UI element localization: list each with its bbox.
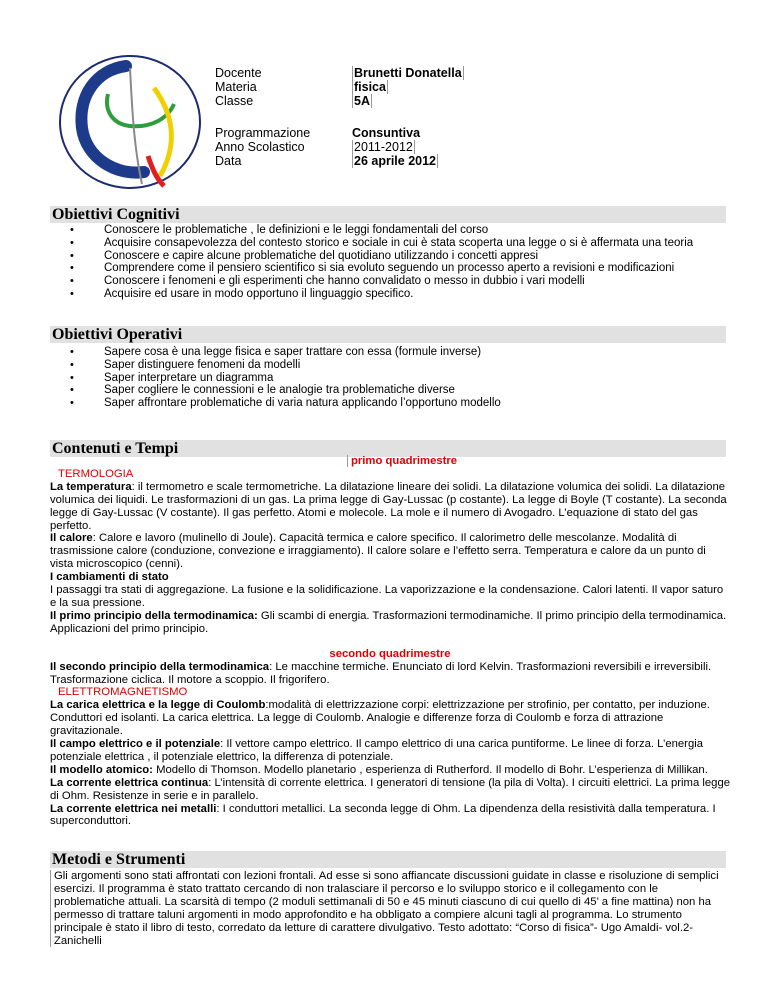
section-title-contenuti: Contenuti e Tempi: [50, 440, 726, 457]
label-docente: Docente: [215, 66, 262, 80]
list-item: • Acquisire ed usare in modo opportuno il linguaggio specifico.: [70, 288, 693, 301]
temperatura-text: : il termometro e scale termometriche. La dilatazione lineare dei solidi. La dilatazione volumica dei solidi. La dilatazione volumica dei liquidi. Le trasformazioni di un gas. La prima legge di Gay-Lussac (p costante). La legge di Boyle (T costante). La seconda legge di Gay-Lussac (V costante). Il gas perfetto. Atomi e molecole. La mole e il numero di Avogadro. L’equazione di stato del gas perfetto.: [50, 480, 727, 532]
value-anno: 2011-2012: [354, 140, 413, 154]
value-classe: 5A: [354, 94, 370, 108]
primo-principio-heading: Il primo principio della termodinamica:: [50, 609, 258, 622]
school-logo: [56, 48, 204, 196]
section-title-cognitivi: Obiettivi Cognitivi: [50, 206, 726, 223]
corrente-text: : L’intensità di corrente elettrica. I generatori di tensione (la pila di Volta). I circuiti elettrici. La prima legge di Ohm. Resistenze in serie e in parallelo.: [50, 776, 731, 802]
list-item: • Conoscere i fenomeni e gli esperimenti che hanno convalidato o messo in dubbio i vari modelli: [70, 275, 693, 288]
list-item: • Saper interpretare un diagramma: [70, 372, 501, 385]
primo-principio-text: Gli scambi di energia. Trasformazioni termodinamiche. Il primo principio della termodinamica. Applicazioni del primo principio.: [50, 609, 727, 635]
secondo-principio-heading: Il secondo principio della termodinamica: [50, 660, 270, 673]
stato-text: I passaggi tra stati di aggregazione. La fusione e la solidificazione. La vaporizzazione e la condensazione. Calori latenti. Il vapor saturo e la sua pressione.: [50, 584, 724, 609]
value-materia: fisica: [354, 80, 386, 94]
list-item: • Saper distinguere fenomeni da modelli: [70, 359, 501, 372]
value-programmazione: Consuntiva: [352, 126, 421, 140]
calore-heading: Il calore: [50, 532, 93, 545]
stato-heading: I cambiamenti di stato: [50, 571, 169, 584]
contenuti-body: [50, 455, 730, 828]
header-values: [352, 66, 464, 168]
label-programmazione: Programmazione: [215, 126, 311, 140]
carica-text: :modalità di elettrizzazione corpi: elettrizzazione per strofinio, per contatto, per induzione. Conduttori ed isolanti. La carica elettrica. La legge di Coulomb. Analogie e differenze forza di Coulomb e forza di attrazione gravitazionale.: [50, 699, 710, 738]
metodi-text: Gli argomenti sono stati affrontati con lezioni frontali. Ad esse si sono affiancate discussioni guidate in classe e risoluzione di semplici esercizi. Il programma è stato trattato cercando di non tralasciare il percorso e lo sviluppo storico e il collegamento con le problematiche attuali. La scarsità di tempo (2 moduli settimanali di 50 e 45 minuti ciascuno di cui quello di 45’ a fine mattina) non ha permesso di trattare taluni argomenti in modo approfondito e ha obbligato a compiere alcuni tagli al programma. Lo strumento principale è stato il libro di testo, corredato da letture di carattere divulgativo. Testo adottato: “Corso di fisica”- Ugo Amaldi- vol.2-Zanichelli: [50, 870, 730, 947]
campo-text: : Il vettore campo elettrico. Il campo elettrico di una carica puntiforme. Le linee di forza. L’energia potenziale elettrica , il potenziale elettrico, la differenza di potenziale.: [50, 738, 704, 763]
metodi-body: [50, 870, 730, 947]
list-item: • Conoscere le problematiche , le definizioni e le leggi fondamentali del corso: [70, 224, 693, 237]
metalli-heading: La corrente elettrica nei metalli: [50, 802, 217, 815]
calore-text: : Calore e lavoro (mulinello di Joule). Capacità termica e calore specifico. Il calorimetro delle mescolanze. Modalità di trasmissione calore (conduzione, convezione e irraggiamento). Il calore solare e l’effetto serra. Temperatura e calore da un punto di vista microscopico (cenni).: [50, 532, 706, 571]
label-classe: Classe: [215, 94, 254, 108]
elettromagnetismo-heading: ELETTROMAGNETISMO: [58, 686, 188, 699]
label-anno: Anno Scolastico: [215, 140, 305, 154]
corrente-heading: La corrente elettrica continua: [50, 776, 209, 789]
modello-atomico-heading: Il modello atomico:: [50, 763, 153, 776]
metalli-text: : I conduttori metallici. La seconda legge di Ohm. La dipendenza della resistività dalla temperatura. I superconduttori.: [50, 802, 716, 828]
modello-atomico-text: Modello di Thomson. Modello planetario , esperienza di Rutherford. Il modello di Bohr. L’esperienza di Millikan.: [152, 763, 708, 776]
list-item: • Comprendere come il pensiero scientifico si sia evoluto seguendo un processo aperto a revisioni e modificazioni: [70, 262, 693, 275]
label-data: Data: [215, 154, 242, 168]
list-item: • Saper cogliere le connessioni e le analogie tra problematiche diverse: [70, 384, 501, 397]
list-cognitivi: [70, 224, 693, 301]
section-title-metodi: Metodi e Strumenti: [50, 851, 726, 868]
carica-heading: La carica elettrica e la legge di Coulomb: [50, 699, 266, 712]
termologia-heading: TERMOLOGIA: [58, 467, 134, 480]
secondo-quadrimestre: secondo quadrimestre: [329, 647, 451, 660]
list-item: • Sapere cosa è una legge fisica e saper trattare con essa (formule inverse): [70, 346, 501, 359]
campo-heading: Il campo elettrico e il potenziale: [50, 738, 221, 751]
secondo-principio-text: : Le macchine termiche. Enunciato di lord Kelvin. Trasformazioni reversibili e irreversibili. Trasformazione ciclica. Il motore a scoppio. Il frigorifero.: [50, 660, 712, 686]
value-docente: Brunetti Donatella: [354, 66, 462, 80]
list-item: • Saper affrontare problematiche di varia natura applicando l’opportuno modello: [70, 397, 501, 410]
temperatura-heading: La temperatura: [50, 480, 132, 493]
primo-quadrimestre: primo quadrimestre: [347, 455, 457, 467]
label-materia: Materia: [215, 80, 257, 94]
value-data: 26 aprile 2012: [354, 154, 437, 168]
list-item: • Acquisire consapevolezza del contesto storico e sociale in cui è stata scoperta una legge o si è affermata una teoria: [70, 237, 693, 250]
header-labels: [215, 66, 310, 168]
list-item: • Conoscere e capire alcune problematiche del quotidiano utilizzando i concetti appresi: [70, 250, 693, 263]
list-operativi: [70, 346, 501, 410]
section-title-operativi: Obiettivi Operativi: [50, 326, 726, 343]
